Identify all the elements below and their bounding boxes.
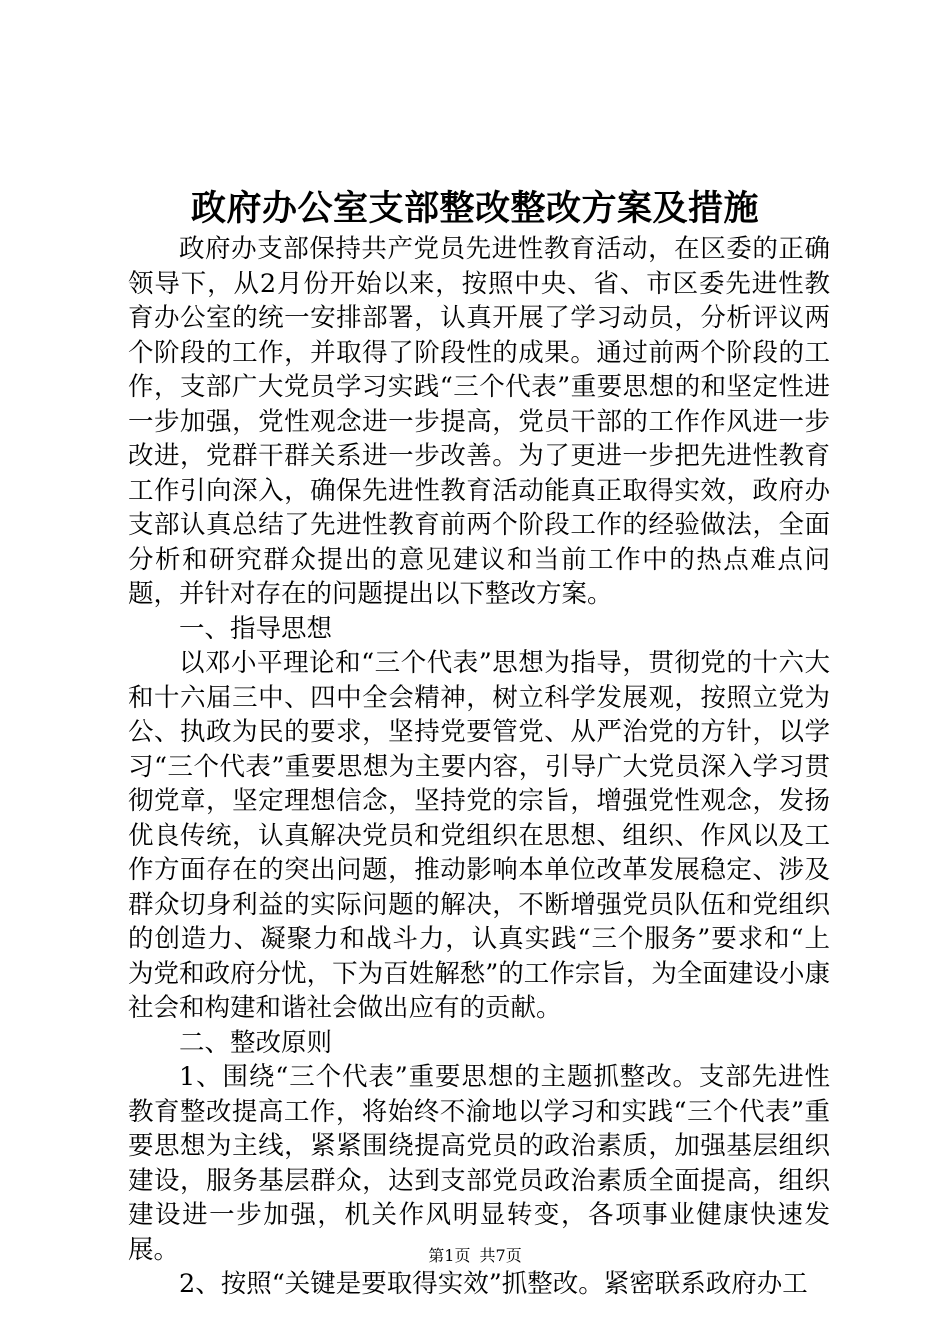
intro-paragraph: 政府办支部保持共产党员先进性教育活动，在区委的正确领导下，从2月份开始以来，按照中央、省、市区委先进性教育办公室的统一安排部署，认真开展了学习动员，分析评议两个阶段的工作，并取得了阶段性的成果。通过前两个阶段的工作，支部广大党员学习实践“三个代表”重要思想的和坚定性进一步加强，党性观念进一步提高，党员干部的工作作风进一步改进，党群干群关系进一步改善。为了更进一步把先进性教育工作引向深入，确保先进性教育活动能真正取得实效，政府办支部认真总结了先进性教育前两个阶段工作的经验做法，全面分析和研究群众提出的意见建议和当前工作中的热点难点问题，并针对存在的问题提出以下整改方案。 [128,234,830,609]
guiding-thought-paragraph: 以邓小平理论和“三个代表”思想为指导，贯彻党的十六大和十六届三中、四中全会精神，树立科学发展观，按照立党为公、执政为民的要求，坚持党要管党、从严治党的方针，以学习“三个代表”重要思想为主要内容，引导广大党员深入学习贯彻党章，坚定理想信念，坚持党的宗旨，增强党性观念，发扬优良传统，认真解决党员和党组织在思想、组织、作风以及工作方面存在的突出问题，推动影响本单位改革发展稳定、涉及群众切身利益的实际问题的解决，不断增强党员队伍和党组织的创造力、凝聚力和战斗力，认真实践“三个服务”要求和“上为党和政府分忧，下为百姓解愁”的工作宗旨，为全面建设小康社会和构建和谐社会做出应有的贡献。 [128,648,830,1023]
section-heading-principles: 二、整改原则 [179,1027,333,1058]
document-body [128,232,830,1302]
document-title: 政府办公室支部整改整改方案及措施 [190,188,759,229]
section-heading-guiding-thought: 一、指导思想 [179,613,333,644]
page-footer: 第1页 共7页 [428,1246,522,1265]
principle-1-paragraph: 1、围绕“三个代表”重要思想的主题抓整改。支部先进性教育整改提高工作，将始终不渝地以学习和实践“三个代表”重要思想为主线，紧紧围绕提高党员的政治素质，加强基层组织建设，服务基层群众，达到支部党员政治素质全面提高，组织建设进一步加强，机关作风明显转变，各项事业健康快速发展。 [128,1062,830,1265]
principle-2-paragraph: 2、按照“关键是要取得实效”抓整改。紧密联系政府办工 [179,1269,808,1299]
